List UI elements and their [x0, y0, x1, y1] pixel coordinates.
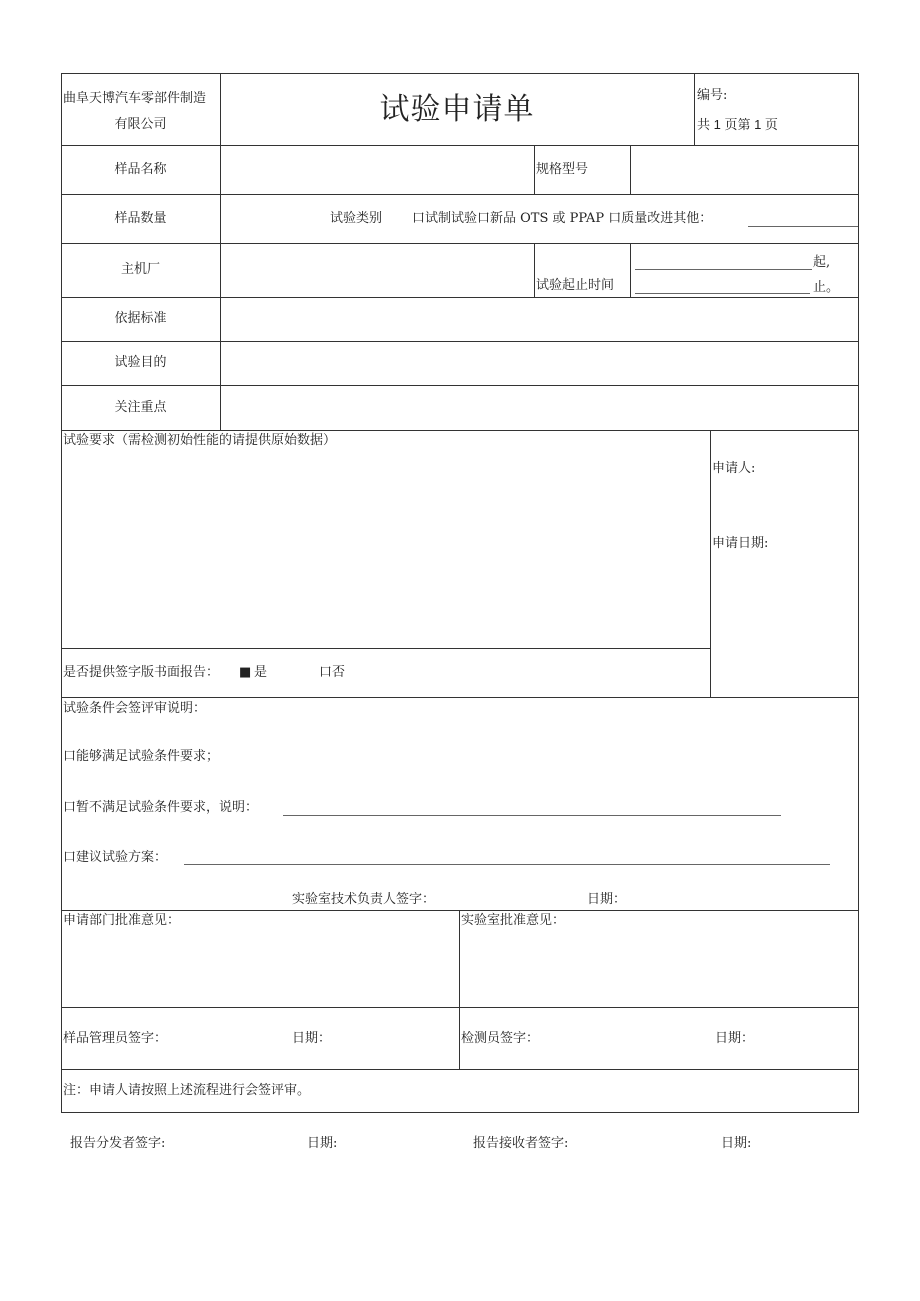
standard-label: 依据标准	[114, 311, 167, 326]
start-suffix: 起,	[813, 255, 831, 270]
oem-field[interactable]	[221, 244, 533, 296]
dept-approval-label: 申请部门批准意见：	[63, 913, 181, 928]
row-divider	[61, 194, 859, 195]
purpose-label: 试验目的	[114, 355, 167, 370]
lab-tech-date-label: 日期：	[587, 892, 627, 907]
review-option-not-satisfy[interactable]: 口暂不满足试验条件要求，说明：	[63, 800, 259, 815]
company-name-line1: 曲阜天博汽车零部件制造	[63, 91, 207, 106]
focus-label: 关注重点	[114, 400, 167, 415]
distributor-date-label: 日期:	[307, 1136, 338, 1151]
applicant-label: 申请人:	[712, 461, 756, 476]
page-info: 共 1 页第 1 页	[697, 117, 778, 132]
test-period-label: 试验起止时间	[536, 278, 615, 293]
spec-model-field[interactable]	[631, 146, 858, 193]
inspector-date-label: 日期：	[715, 1031, 755, 1046]
row-divider	[61, 430, 859, 431]
test-category-label: 试验类别	[330, 211, 383, 226]
focus-field[interactable]	[221, 386, 858, 429]
row-divider	[61, 648, 710, 649]
col-divider	[534, 243, 535, 297]
col-divider	[710, 430, 711, 697]
apply-date-label: 申请日期:	[712, 536, 769, 551]
report-yes-checkbox[interactable]: ■	[239, 665, 252, 680]
not-satisfy-underline[interactable]	[283, 815, 781, 816]
report-receiver-sign-label: 报告接收者签字:	[473, 1136, 569, 1151]
review-option-satisfy[interactable]: 口能够满足试验条件要求；	[63, 749, 220, 764]
col-divider	[694, 73, 695, 145]
row-divider	[61, 1069, 859, 1070]
end-date-underline[interactable]	[635, 293, 810, 294]
requirements-label: 试验要求（需检测初始性能的请提供原始数据）	[63, 433, 337, 448]
sample-name-label: 样品名称	[114, 162, 167, 177]
proposal-underline[interactable]	[184, 864, 830, 865]
review-title: 试验条件会签评审说明：	[63, 701, 207, 716]
report-distributor-sign-label: 报告分发者签字:	[70, 1136, 166, 1151]
dept-approval-field[interactable]	[62, 930, 458, 1006]
standard-field[interactable]	[221, 298, 858, 340]
process-note: 注：申请人请按照上述流程进行会签评审。	[63, 1083, 311, 1098]
oem-label: 主机厂	[120, 262, 160, 277]
sample-name-field[interactable]	[221, 146, 533, 193]
sample-admin-sign-label: 样品管理员签字：	[63, 1031, 168, 1046]
start-date-underline[interactable]	[635, 269, 812, 270]
report-question: 是否提供签字版书面报告：	[63, 665, 220, 680]
col-divider	[534, 145, 535, 194]
row-divider	[61, 697, 859, 698]
sample-admin-date-label: 日期：	[292, 1031, 332, 1046]
requirements-field[interactable]	[62, 452, 709, 647]
report-yes-label: 是	[254, 665, 268, 680]
report-no-option[interactable]: 口否	[319, 665, 346, 680]
company-name-line2: 有限公司	[114, 117, 167, 132]
other-underline[interactable]	[748, 226, 858, 227]
spec-model-label: 规格型号	[536, 162, 589, 177]
col-divider	[630, 243, 631, 297]
lab-approval-label: 实验室批准意见：	[461, 913, 566, 928]
number-label: 编号:	[697, 88, 728, 103]
lab-tech-sign-label: 实验室技术负责人签字：	[292, 892, 436, 907]
row-divider	[61, 910, 859, 911]
purpose-field[interactable]	[221, 342, 858, 384]
row-divider	[61, 1007, 859, 1008]
sample-qty-label: 样品数量	[114, 211, 167, 226]
lab-approval-field[interactable]	[460, 930, 858, 1006]
receiver-date-label: 日期:	[721, 1136, 752, 1151]
page-title: 试验申请单	[379, 92, 535, 127]
test-category-options[interactable]: 口试制试验口新品 OTS 或 PPAP 口质量改进其他：	[412, 211, 713, 226]
review-option-proposal[interactable]: 口建议试验方案：	[63, 850, 168, 865]
end-suffix: 止。	[813, 280, 840, 295]
inspector-sign-label: 检测员签字：	[461, 1031, 540, 1046]
